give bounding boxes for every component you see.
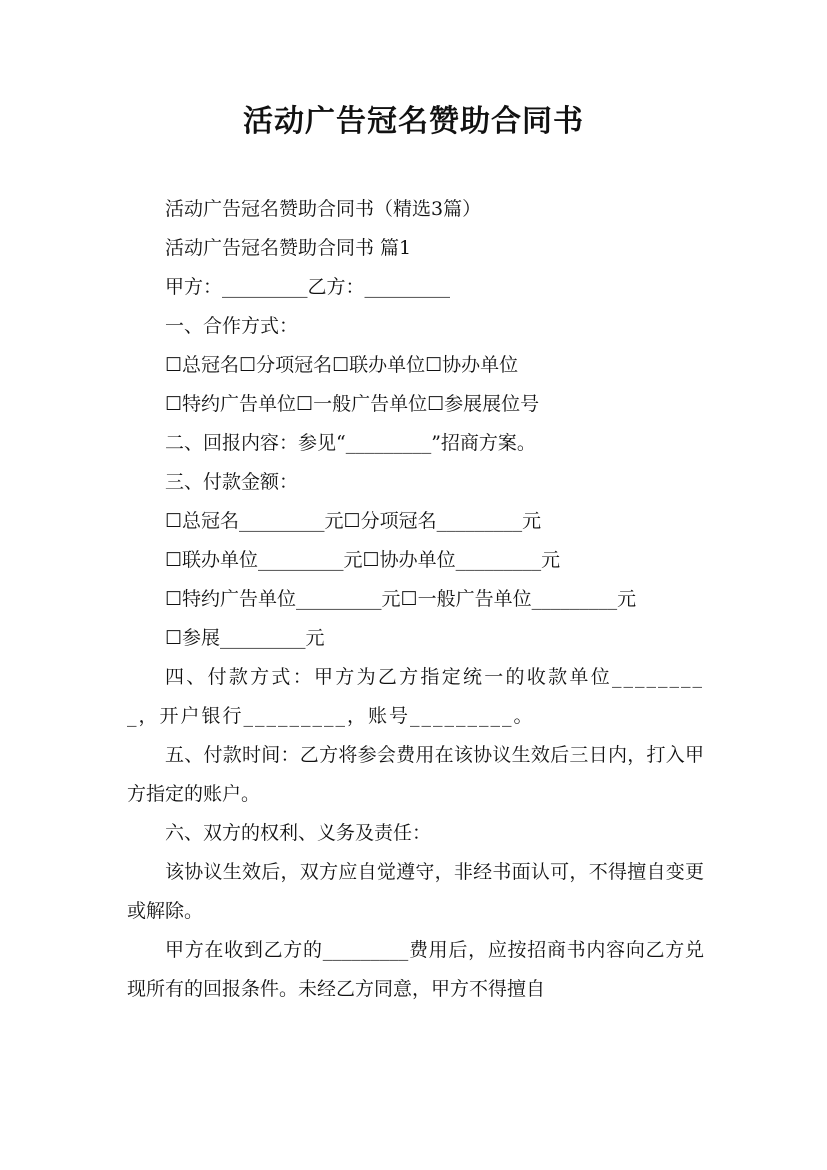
clause-heading-rights: 六、双方的权利、义务及责任： [165,822,432,844]
clause-effect: 该协议生效后，双方应自觉遵守，非经书面认可，不得擅自变更或解除。 [127,861,704,922]
clause-payment-method: 四、付款方式：甲方为乙方指定统一的收款单位_________，开户银行_________，账号_________。 [127,666,704,727]
section-heading: 活动广告冠名赞助合同书 篇1 [165,237,412,259]
clause-party-a-obligation: 甲方在收到乙方的_________费用后，应按招商书内容向乙方兑现所有的回报条件。未经乙方同意，甲方不得擅自 [127,939,704,1000]
doc-subtitle: 活动广告冠名赞助合同书（精选3篇） [165,198,482,220]
amount-row-3: ☐特约广告单位_________元☐一般广告单位_________元 [165,588,637,610]
amount-row-2: ☐联办单位_________元☐协办单位_________元 [165,549,561,571]
checkbox-options-row-1: ☐总冠名☐分项冠名☐联办单位☐协办单位 [165,354,519,376]
clause-heading-cooperation: 一、合作方式： [165,315,299,337]
document-title: 活动广告冠名赞助合同书 [243,104,584,139]
amount-row-4: ☐参展_________元 [165,627,325,649]
checkbox-options-row-2: ☐特约广告单位☐一般广告单位☐参展展位号 [165,393,540,415]
clause-heading-payment-amount: 三、付款金额： [165,471,299,493]
parties-line: 甲方：_________乙方：_________ [165,276,451,298]
clause-return-content: 二、回报内容：参见“_________”招商方案。 [165,432,536,454]
document-body [127,190,704,1009]
amount-row-1: ☐总冠名_________元☐分项冠名_________元 [165,510,542,532]
clause-payment-time: 五、付款时间：乙方将参会费用在该协议生效后三日内，打入甲方指定的账户。 [127,744,704,805]
